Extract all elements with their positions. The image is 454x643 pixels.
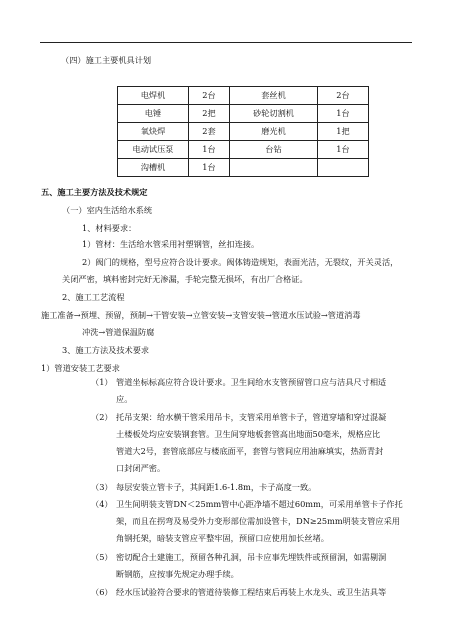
requirement-line: 托吊支架：给水横干管采用吊卡，支管采用单管卡子，管道穿墙和穿过混凝	[116, 412, 387, 422]
requirement-number: （6）	[91, 587, 113, 597]
equipment-row	[118, 87, 369, 105]
requirement-number: （4）	[91, 499, 113, 509]
requirement-line: 架，而且在拐弯及易受外力变形部位需加设管卡，DN≥25mm明装支管应采用	[116, 516, 400, 526]
requirement-line: 经水压试验符合要求的管道待装修工程结束后再装上水龙头、或卫生洁具等	[116, 587, 387, 597]
requirement-line: 管道坐标标高应符合设计要求。卫生间给水支管预留管口应与洁具尺寸相适	[116, 377, 387, 387]
equipment-cell: 1把	[318, 123, 369, 141]
equipment-cell: 电焊机	[118, 87, 189, 105]
requirement-line: 卫生间明装支管DN＜25mm管中心距净墙不超过60mm，可采用单管卡子作托	[116, 499, 403, 509]
equipment-cell: 磨光机	[230, 123, 318, 141]
equipment-heading: （四）施工主要机具计划	[61, 55, 152, 65]
equipment-row	[118, 105, 369, 123]
equipment-cell: 1台	[318, 141, 369, 159]
equipment-cell: 2套	[189, 123, 230, 141]
equipment-cell: 沟槽机	[118, 159, 189, 177]
equipment-cell: 电锤	[118, 105, 189, 123]
materials-title: 1、材料要求：	[82, 223, 137, 233]
requirement-text	[116, 500, 412, 551]
equipment-table	[117, 86, 369, 177]
equipment-cell: 台钻	[230, 141, 318, 159]
equipment-cell: 套丝机	[230, 87, 318, 105]
requirement-line: 每层安装立管卡子，其间距1.6-1.8m，卡子高度一致。	[116, 482, 317, 492]
equipment-cell: 氧炔焊	[118, 123, 189, 141]
method-title: 3、施工方法及技术要求	[62, 345, 150, 355]
requirement-line: 角钢托架，暗装支管应平整牢固，预留口应使用加长丝堵。	[116, 533, 329, 543]
equipment-cell: 电动试压泵	[118, 141, 189, 159]
equipment-cell: 2台	[318, 87, 369, 105]
requirement-text	[116, 483, 412, 500]
equipment-cell: 1台	[189, 159, 230, 177]
equipment-row	[118, 159, 369, 177]
equipment-cell: 砂轮切割机	[230, 105, 318, 123]
requirement-number: （1）	[91, 377, 113, 387]
requirement-text	[116, 378, 412, 412]
equipment-cell: 2把	[189, 105, 230, 123]
requirement-line: 断钢筋，应按事先规定办理手续。	[116, 569, 239, 579]
materials-item-2-line-1: 2）阀门的规格，型号应符合设计要求。阀体铸造规矩，表面光洁，无裂纹，开关灵活，	[82, 257, 399, 267]
process-flow-line-2: 冲洗→管道保温防腐	[82, 327, 155, 337]
section-title: 五、施工主要方法及技术规定	[41, 187, 148, 197]
materials-item-1: 1）管材：生活给水管采用衬塑钢管，丝扣连接。	[82, 239, 260, 249]
equipment-row	[118, 141, 369, 159]
equipment-cell	[230, 159, 318, 177]
equipment-row	[118, 123, 369, 141]
requirement-line: 土楼板处均应安装钢套管。卫生间穿地板套管高出地面50毫米，规格应比	[116, 429, 381, 439]
requirement-text	[116, 413, 412, 481]
method-subtitle: 1）管道安装工艺要求	[41, 363, 120, 373]
requirement-line: 密切配合土建施工，预留各种孔洞，吊卡应事先埋铁件或预留洞，如需剔洞	[116, 552, 387, 562]
equipment-cell: 1台	[189, 141, 230, 159]
equipment-cell: 1台	[318, 105, 369, 123]
equipment-cell	[318, 159, 369, 177]
requirement-text	[116, 588, 412, 605]
requirement-line: 口封闭严密。	[116, 463, 166, 473]
requirement-text	[116, 553, 412, 587]
process-title: 2、施工工艺流程	[62, 292, 125, 302]
equipment-cell: 2台	[189, 87, 230, 105]
header-rule	[40, 42, 412, 43]
subsection-title: （一）室内生活给水系统	[62, 205, 153, 215]
requirement-line: 管道大2号，套管底部应与楼底面平，套管与管间应用油麻填实，热沥青封	[116, 446, 384, 456]
requirement-line: 应。	[116, 394, 133, 404]
requirement-number: （5）	[91, 552, 113, 562]
process-flow-line-1: 施工准备→预埋、预留，预制→干管安装→立管安装→支管安装→管道水压试验→管道消毒	[41, 310, 361, 320]
requirement-number: （3）	[91, 482, 113, 492]
requirement-number: （2）	[91, 412, 113, 422]
materials-item-2-line-2: 关闭严密，填料密封完好无渗漏，手轮完整无损坏，有出厂合格证。	[62, 274, 308, 284]
